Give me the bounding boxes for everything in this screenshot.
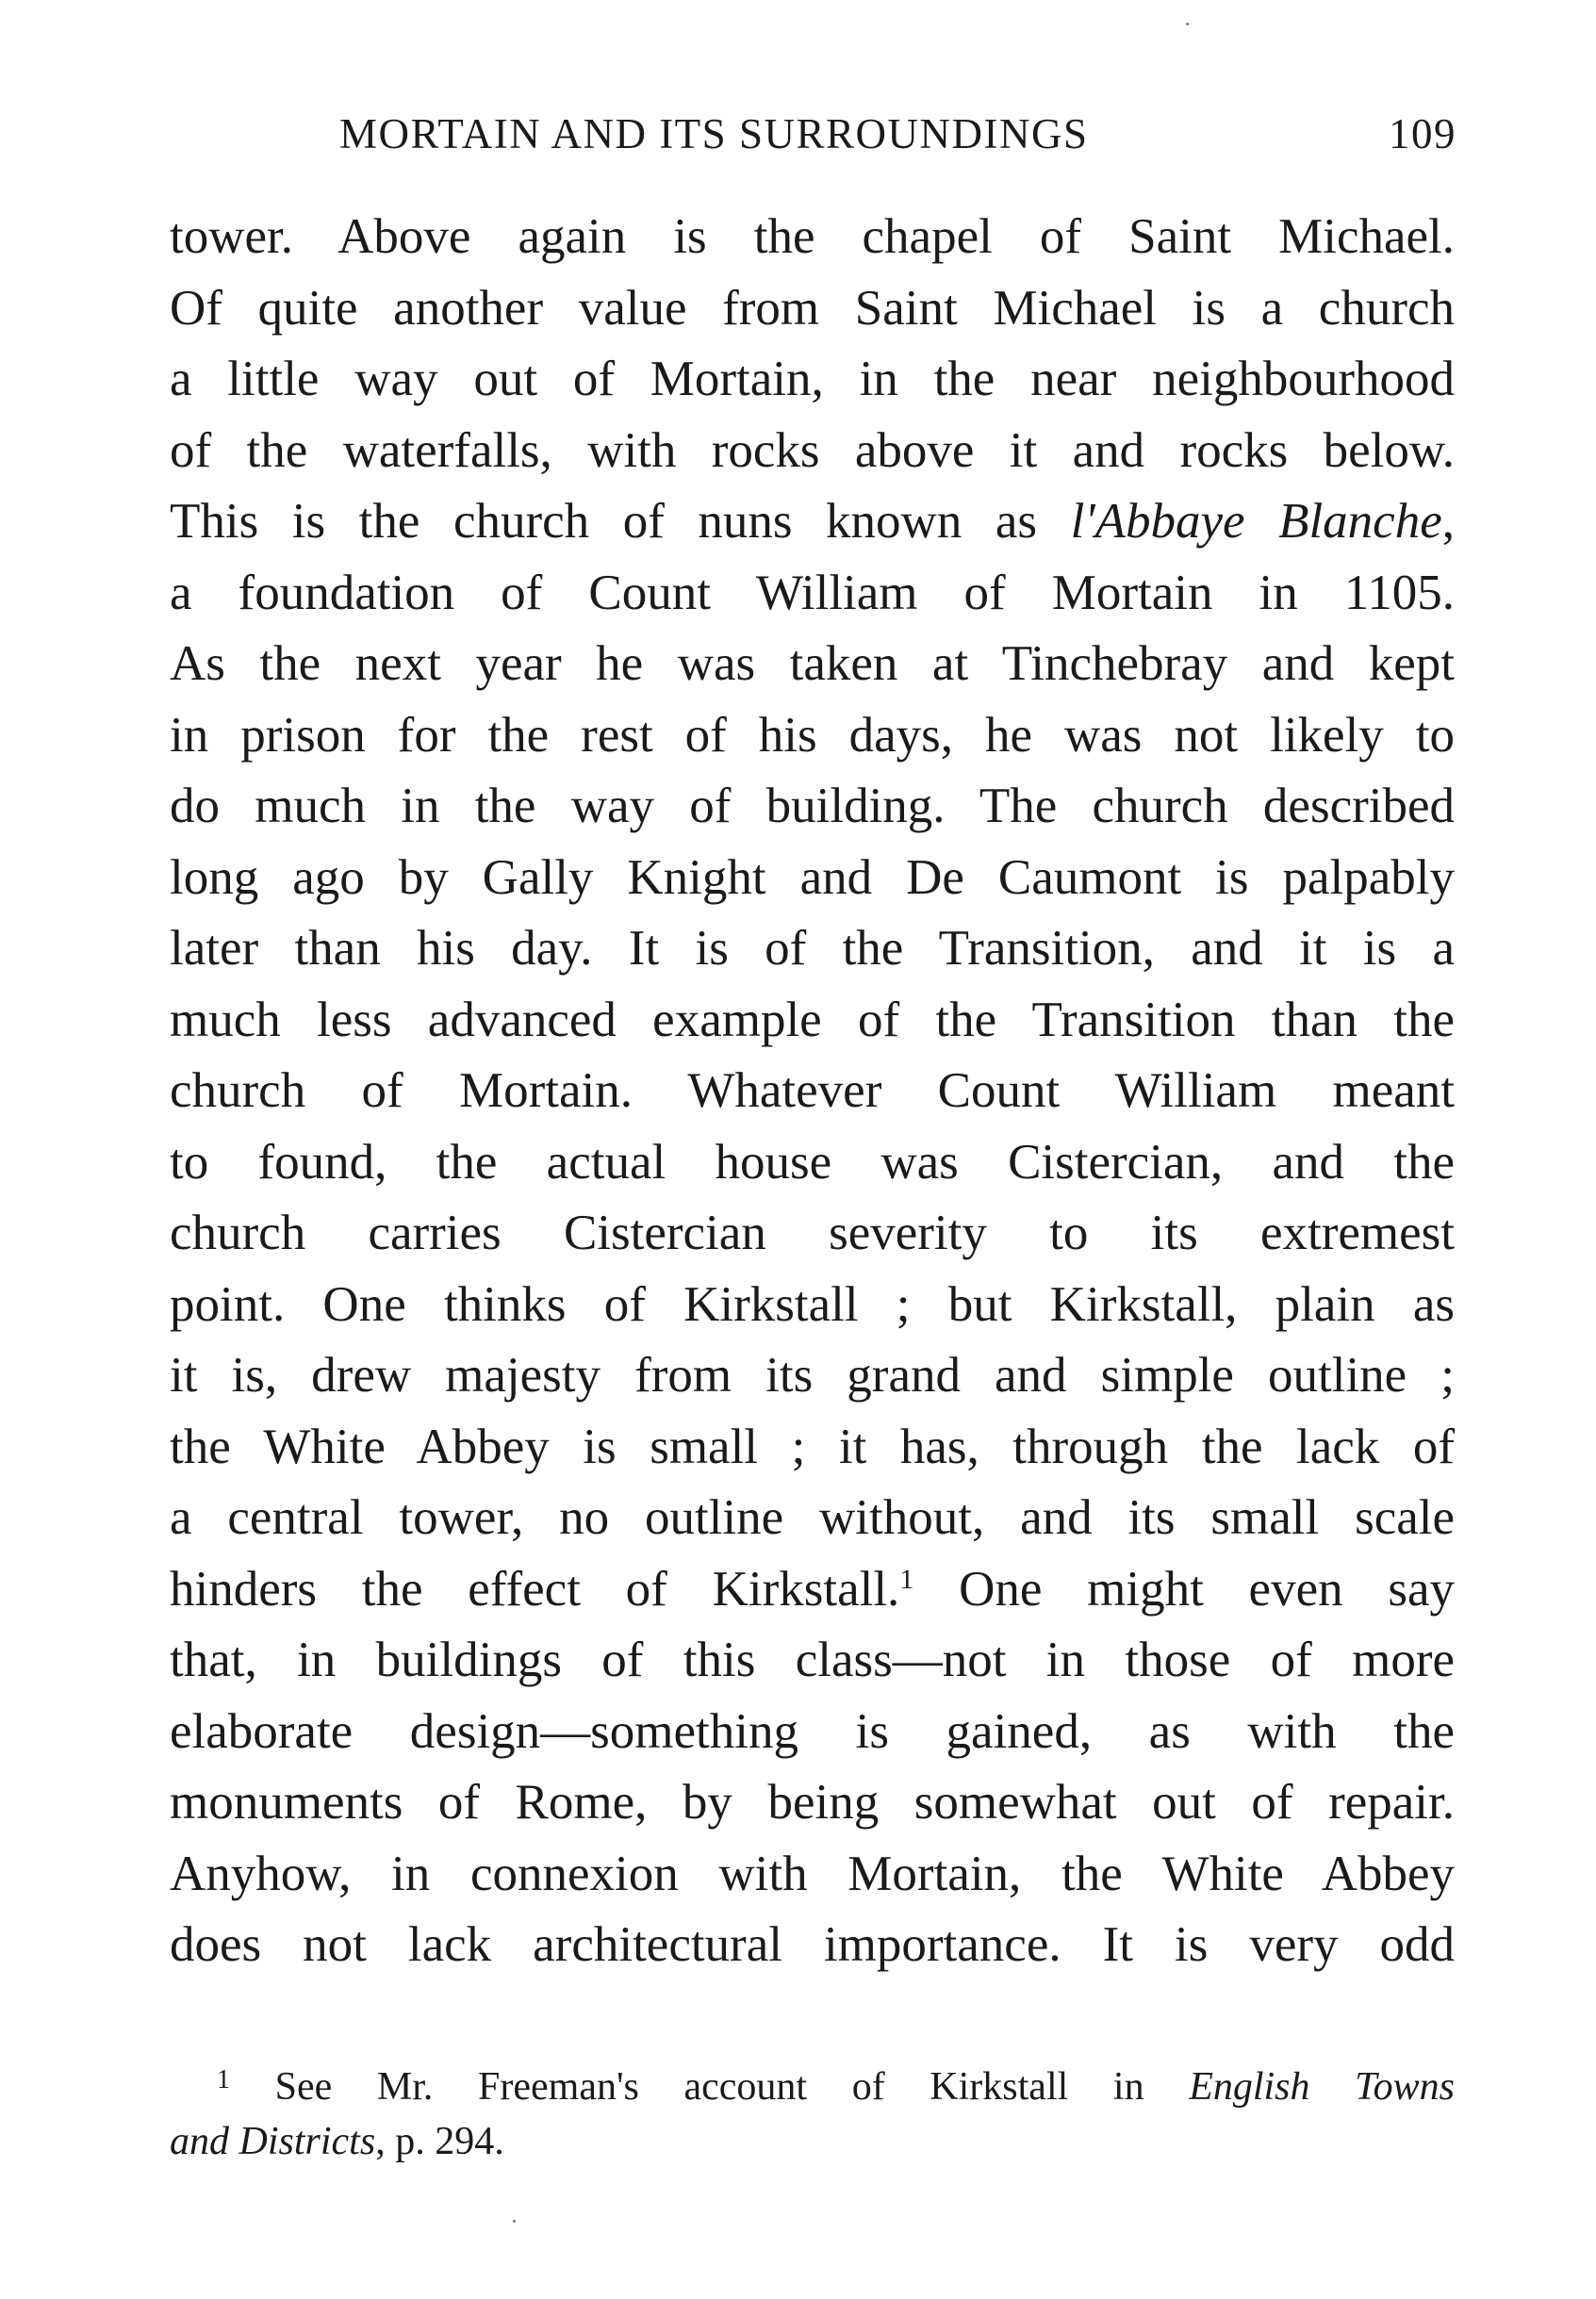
italic-term: l'Abbaye Blanche [1070,494,1442,549]
footnote-line [170,2114,1455,2169]
text-line: that, in buildings of this class—not in those of more [170,1633,1455,1687]
text-line: to found, the actual house was Cistercian, and the [170,1134,1455,1190]
footnote [170,2060,1455,2169]
text-line: in prison for the rest of his days, he was not likely to [170,707,1455,763]
footnote-mark: 1 [217,2065,230,2094]
text-segment: hinders the effect of Kirkstall. [170,1561,900,1617]
text-line: Of quite another value from Saint Michael is a church [170,280,1455,336]
text-line: elaborate design—something is gained, as with the [170,1703,1455,1759]
footnote-text: , p. 294. [375,2120,504,2163]
print-speck [513,2220,516,2223]
text-line: tower. Above again is the chapel of Saint Michael. [170,209,1455,264]
text-line: the White Abbey is small ; it has, through the lack of [170,1419,1455,1474]
text-segment: One might even say [913,1561,1455,1617]
text-line: long ago by Gally Knight and De Caumont is palpably [170,849,1455,905]
text-line: a foundation of Count William of Mortain in 1105. [170,565,1455,620]
footnote-reference: 1 [899,1563,914,1595]
footnote-italic-title: and Districts [170,2120,376,2163]
footnote-italic-title: English Towns [1189,2065,1456,2109]
text-line: a little way out of Mortain, in the near neighbourhood [170,352,1455,406]
text-line: does not lack architectural importance. It is very odd [170,1917,1455,1972]
text-line [170,1554,1455,1626]
text-line: later than his day. It is of the Transition, and it is a [170,921,1455,976]
text-line: do much in the way of building. The church described [170,779,1455,833]
text-line: it is, drew majesty from its grand and simple outline ; [170,1348,1455,1403]
text-line: much less advanced example of the Transition than the [170,992,1455,1047]
footnote-text: See Mr. Freeman's account of Kirkstall in [274,2065,1190,2109]
text-line: of the waterfalls, with rocks above it and rocks below. [170,422,1455,478]
text-line: a central tower, no outline without, and its small scale [170,1490,1455,1545]
text-line: As the next year he was taken at Tinchebray and kept [170,636,1455,691]
print-speck [1186,23,1189,25]
text-line [170,486,1455,558]
body-text [170,202,1455,1981]
text-line: point. One thinks of Kirkstall ; but Kirkstall, plain as [170,1276,1455,1332]
text-line: church carries Cistercian severity to its extremest [170,1206,1455,1260]
text-segment: This is the church of nuns known as [170,494,1071,549]
text-line: church of Mortain. Whatever Count William meant [170,1063,1455,1118]
text-line: monuments of Rome, by being somewhat out of repair. [170,1775,1455,1830]
text-segment: , [1441,494,1455,549]
running-head [339,109,1456,166]
footnote-line [170,2060,1455,2114]
text-line: Anyhow, in connexion with Mortain, the White Abbey [170,1846,1455,1901]
page-number: 109 [1389,110,1456,157]
running-title: MORTAIN AND ITS SURROUNDINGS [339,110,1089,157]
